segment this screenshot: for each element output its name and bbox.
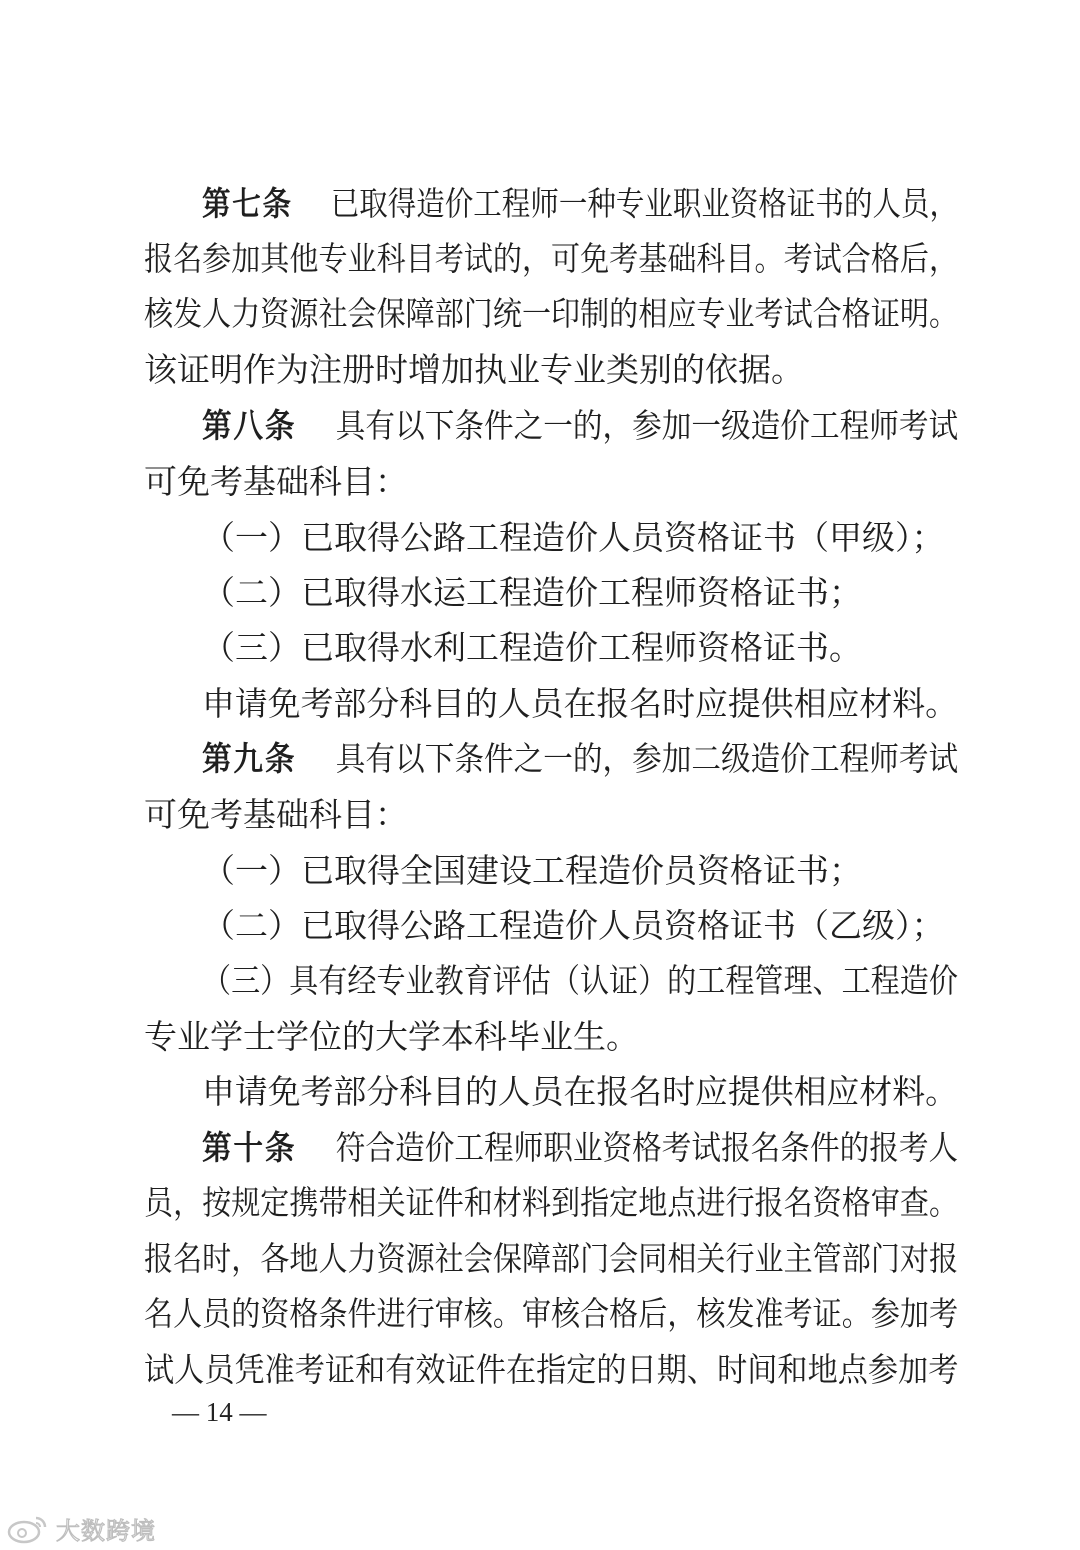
line-5 — [202, 398, 958, 454]
article-text: 符合造价工程师职业资格考试报名条件的报考人 — [335, 1128, 959, 1167]
weibo-logo-icon — [6, 1512, 50, 1544]
page-number: — 14 — — [172, 1397, 267, 1427]
line-21: 名人员的资格条件进行审核。审核合格后，核发准考证。参加考 — [144, 1294, 959, 1333]
line-16: 专业学士学位的大学本科毕业生。 — [144, 1017, 639, 1056]
line-15: （三）具有经专业教育评估（认证）的工程管理、工程造价 — [202, 961, 958, 1000]
article-title: 第九条 — [202, 739, 297, 778]
line-6: 可免考基础科目： — [144, 462, 408, 501]
line-11 — [202, 731, 958, 787]
line-10: 申请免考部分科目的人员在报名时应提供相应材料。 — [202, 684, 958, 723]
watermark — [6, 1510, 156, 1546]
line-2: 报名参加其他专业科目考试的，可免考基础科目。考试合格后， — [144, 239, 959, 278]
line-14: （二）已取得公路工程造价人员资格证书（乙级）； — [202, 906, 945, 945]
line-7: （一）已取得公路工程造价人员资格证书（甲级）； — [202, 518, 945, 557]
line-13: （一）已取得全国建设工程造价员资格证书； — [202, 851, 862, 890]
line-22: 试人员凭准考证和有效证件在指定的日期、时间和地点参加考 — [144, 1350, 959, 1389]
line-18 — [202, 1120, 958, 1176]
watermark-text: 大数跨境 — [56, 1516, 156, 1545]
article-title: 第八条 — [202, 406, 297, 445]
line-17: 申请免考部分科目的人员在报名时应提供相应材料。 — [202, 1072, 958, 1111]
article-text: 具有以下条件之一的，参加二级造价工程师考试 — [335, 739, 959, 778]
article-text: 具有以下条件之一的，参加一级造价工程师考试 — [335, 406, 959, 445]
line-4: 该证明作为注册时增加执业专业类别的依据。 — [144, 350, 804, 389]
article-title: 第七条 — [202, 184, 293, 223]
article-text: 已取得造价工程师一种专业职业资格证书的人员， — [330, 184, 958, 223]
line-8: （二）已取得水运工程造价工程师资格证书； — [202, 573, 862, 612]
line-1 — [202, 176, 958, 232]
line-12: 可免考基础科目： — [144, 795, 408, 834]
line-19: 员，按规定携带相关证件和材料到指定地点进行报名资格审查。 — [144, 1183, 959, 1222]
line-20: 报名时，各地人力资源社会保障部门会同相关行业主管部门对报 — [144, 1239, 959, 1278]
line-9: （三）已取得水利工程造价工程师资格证书。 — [202, 628, 862, 667]
article-title: 第十条 — [202, 1128, 297, 1167]
line-3: 核发人力资源社会保障部门统一印制的相应专业考试合格证明。 — [144, 294, 959, 333]
